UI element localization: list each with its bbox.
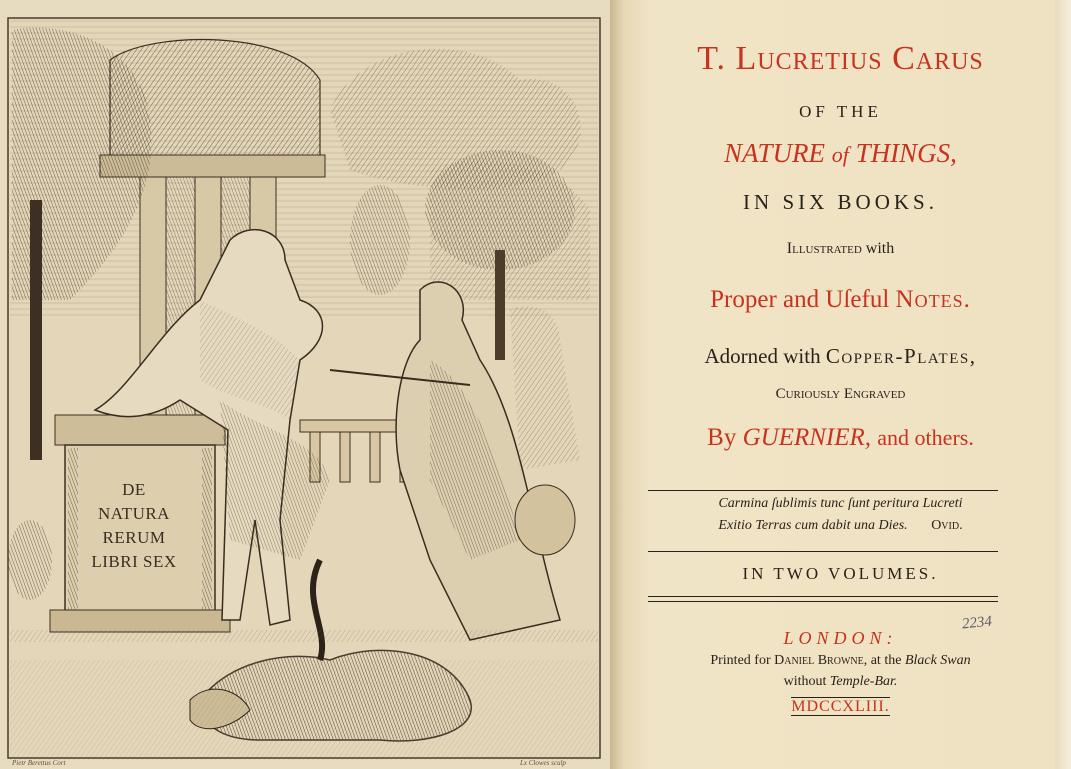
author-name: T. Lucretius Carus (697, 40, 984, 77)
six-books-line: IN SIX BOOKS. (743, 190, 938, 214)
imprint-line-1 (610, 653, 1071, 669)
illustrated-line (610, 240, 1071, 258)
epigraph-text: Exitio Terras cum dabit una Dies. (718, 518, 908, 533)
engraver-signature: Lx Clowes sculp (520, 759, 566, 767)
title-word-nature: NATURE (724, 138, 826, 168)
epigraph-line-2 (610, 518, 1071, 534)
title-word-things: THINGS, (855, 138, 957, 168)
divider-rule (648, 601, 998, 602)
adorned-phrase: Adorned with (704, 344, 821, 368)
title-word-of: of (831, 142, 849, 167)
inscription-line: DE (122, 480, 146, 499)
epigraph-author: Ovid. (931, 518, 963, 533)
adorned-line (610, 344, 1071, 369)
with-word: with (865, 240, 895, 257)
of-the-line: OF THE (799, 102, 882, 121)
divider-rule (648, 490, 998, 491)
notes-line (610, 286, 1071, 314)
imprint-line-2 (610, 674, 1071, 690)
without-word: without (783, 674, 827, 689)
artist-signature: Pietr Berettus Cort (12, 759, 66, 767)
by-word: By (707, 424, 737, 451)
curiously-engraved-line: Curiouſly Engraved (775, 386, 906, 402)
at-the-phrase: at the (870, 653, 902, 668)
engraver-line (610, 424, 1071, 452)
notes-word: Notes. (895, 286, 971, 313)
engraver-name: GUERNIER, (742, 424, 872, 451)
handwritten-shelfmark: 2234 (961, 613, 993, 633)
volumes-line: IN TWO VOLUMES. (742, 564, 939, 583)
inscription-line: NATURA (98, 504, 170, 523)
page-edge (1055, 0, 1071, 769)
and-others-phrase: and others. (877, 425, 974, 450)
epigraph-line-1: Carmina ſublimis tunc ſunt peritura Lucreti (718, 496, 963, 511)
illustrated-word: Illustrated (786, 240, 862, 257)
book-title (610, 138, 1071, 169)
copper-plates-word: Copper-Plates, (825, 344, 977, 368)
inscription-line: LIBRI SEX (91, 552, 177, 571)
publication-year (610, 698, 1071, 716)
shop-sign: Black Swan (904, 653, 971, 668)
pedestal-inscription (82, 478, 186, 574)
street-name: Temple-Bar. (829, 674, 898, 689)
imprint-city: LONDON: (783, 628, 898, 648)
inscription-line: RERUM (102, 528, 166, 547)
divider-rule (648, 551, 998, 552)
notes-phrase: Proper and Uſeful (710, 286, 890, 313)
divider-rule (648, 596, 998, 597)
printer-name: Daniel Browne, (774, 653, 868, 668)
year-numerals: MDCCXLIII. (791, 698, 890, 715)
title-page (610, 0, 1071, 769)
printed-for-phrase: Printed for (710, 653, 771, 668)
